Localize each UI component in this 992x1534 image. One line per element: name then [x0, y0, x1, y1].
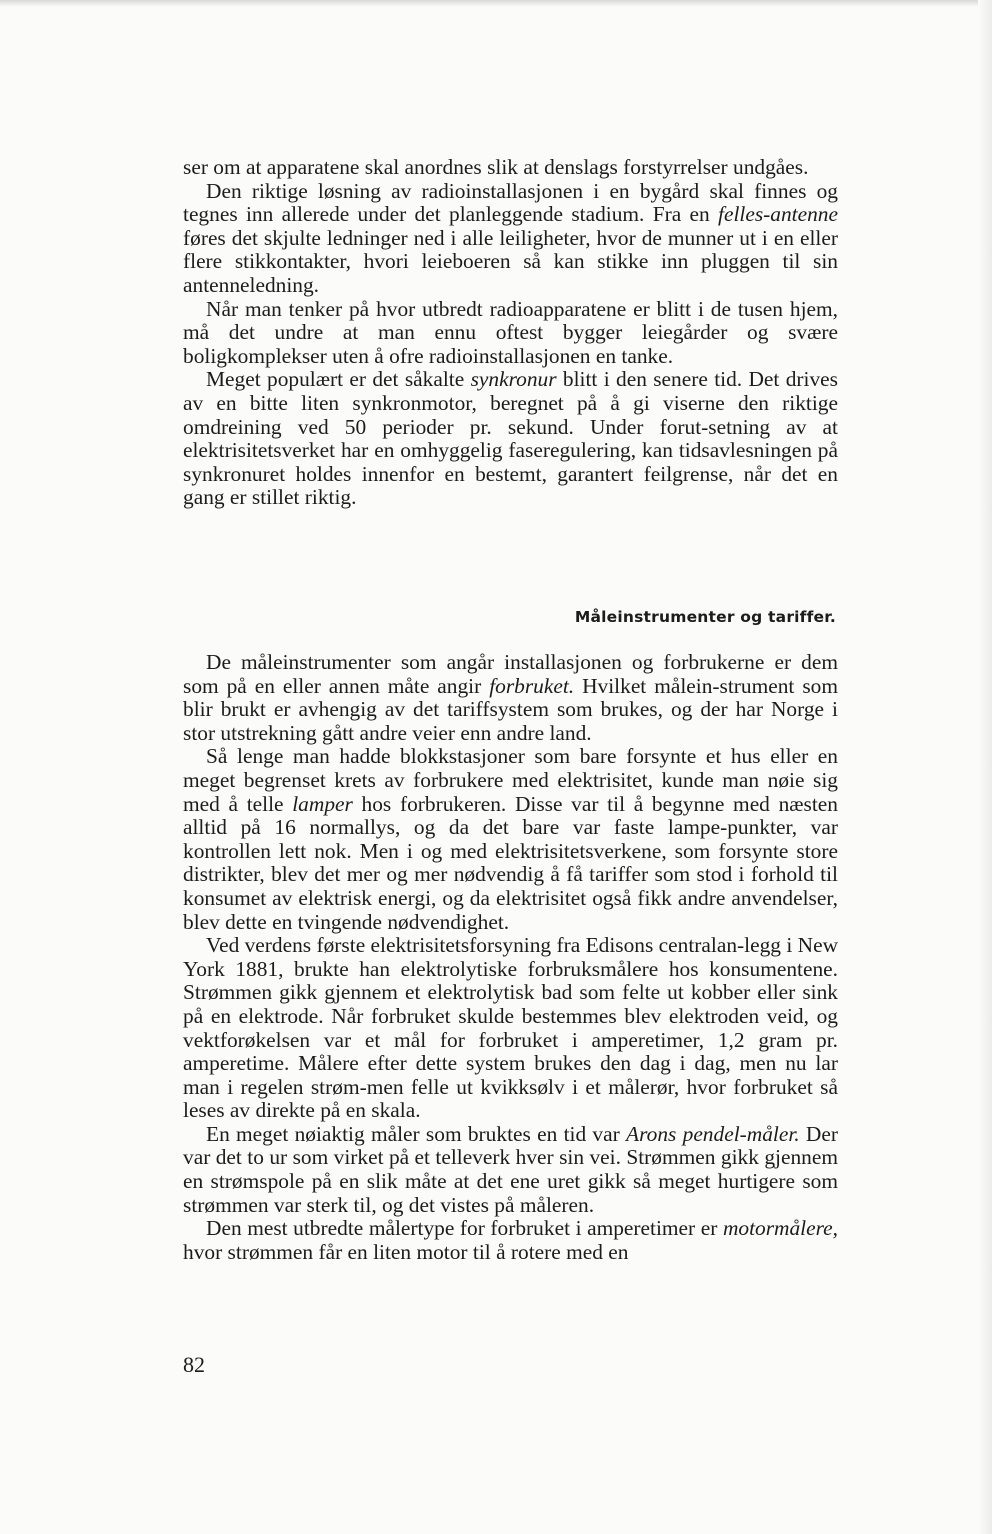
emphasis: felles-antenne [718, 202, 838, 227]
text-block-top [183, 156, 838, 510]
paragraph: Ved verdens første elektrisitetsforsyning fra Edisons centralan-legg i New York 1881, brukte han elektrolytiske forbruksmålere hos konsumentene. Strømmen gikk gjennem et elektrolytisk bad som felte ut kobber eller sink på en elektrode. Når forbruket skulde bestemmes blev elektroden veid, og vektforøkelsen var et mål for forbruket i amperetimer, 1,2 gram pr. amperetime. Målere efter dette system brukes den dag i dag, men nu lar man i regelen strøm-men felle ut kvikksølv i et målerør, hvor forbruket så leses av direkte på en skala. [183, 933, 839, 1123]
emphasis: forbruket. [489, 673, 575, 698]
emphasis: synkronur [470, 367, 557, 392]
page-top-edge [0, 0, 992, 7]
paragraph: En meget nøiaktig måler som bruktes en tid var Arons pendel-måler. Der var det to ur som virket på et telleverk hver sin vei. Strømmen gikk gjennem en strømspole på en slik måte at det ene uret gikk så meget hurtigere som strømmen var sterk til, og det vistes på måleren. [183, 1121, 838, 1217]
paragraph: ser om at apparatene skal anordnes slik at denslags forstyrrelser undgåes. [183, 155, 809, 179]
section-heading: Måleinstrumenter og tariffer. [574, 608, 836, 626]
paragraph: Meget populært er det såkalte synkronur blitt i den senere tid. Det drives av en bitte liten synkronmotor, beregnet på å gi viserne den riktige omdreining ved 50 perioder pr. sekund. Under forut-setning av at elektrisitetsverket har en omhyggelig faseregulering, kan tidsavlesningen på synkronuret holdes innenfor en bestemt, garantert feilgrense, når det en gang er stillet riktig. [183, 367, 838, 510]
emphasis: motormålere, [722, 1216, 838, 1241]
paragraph: De måleinstrumenter som angår installasjonen og forbrukerne er dem som på en eller annen måte angir forbruket. Hvilket målein-strument som blir brukt er avhengig av det tariffsystem som brukes, og der har Norge i stor utstrekning gått andre veier enn andre land. [183, 650, 838, 745]
page-right-edge [978, 0, 992, 1534]
emphasis: Arons pendel-måler. [626, 1121, 800, 1146]
paragraph: Når man tenker på hvor utbredt radioapparatene er blitt i de tusen hjem, må det undre at man ennu oftest bygger leiegårder og svære boligkomplekser uten å ofre radioinstallasjonen en tanke. [183, 296, 838, 368]
emphasis: lamper [292, 791, 353, 816]
paragraph: Så lenge man hadde blokkstasjoner som bare forsynte et hus eller en meget begrenset krets av forbrukere med elektrisitet, kunde man nøie sig med å telle lamper hos forbrukeren. Disse var til å begynne med næsten alltid på 16 normallys, og da det bare var faste lampe-punkter, var kontrollen lett nok. Men i og med elektrisitetsverkene, som forsynte store distrikter, blev det mer og mer nødvendig å få tariffer som stod i forhold til konsumet av elektrisk energi, og da elektrisitet også fikk andre anvendelser, blev dette en tvingende nødvendighet. [183, 744, 838, 934]
page-number: 82 [183, 1352, 205, 1377]
text-block-bottom [183, 651, 838, 1264]
paragraph: Den mest utbredte målertype for forbruket i amperetimer er motormålere, hvor strømmen får en liten motor til å rotere med en [183, 1216, 838, 1264]
paragraph: Den riktige løsning av radioinstallasjonen i en bygård skal finnes og tegnes inn allerede under det planleggende stadium. Fra en felles-antenne føres det skjulte ledninger ned i alle leiligheter, hvor de munner ut i en eller flere stikkontakter, hvori leieboeren så kan stikke inn pluggen til sin antenneledning. [183, 178, 838, 297]
